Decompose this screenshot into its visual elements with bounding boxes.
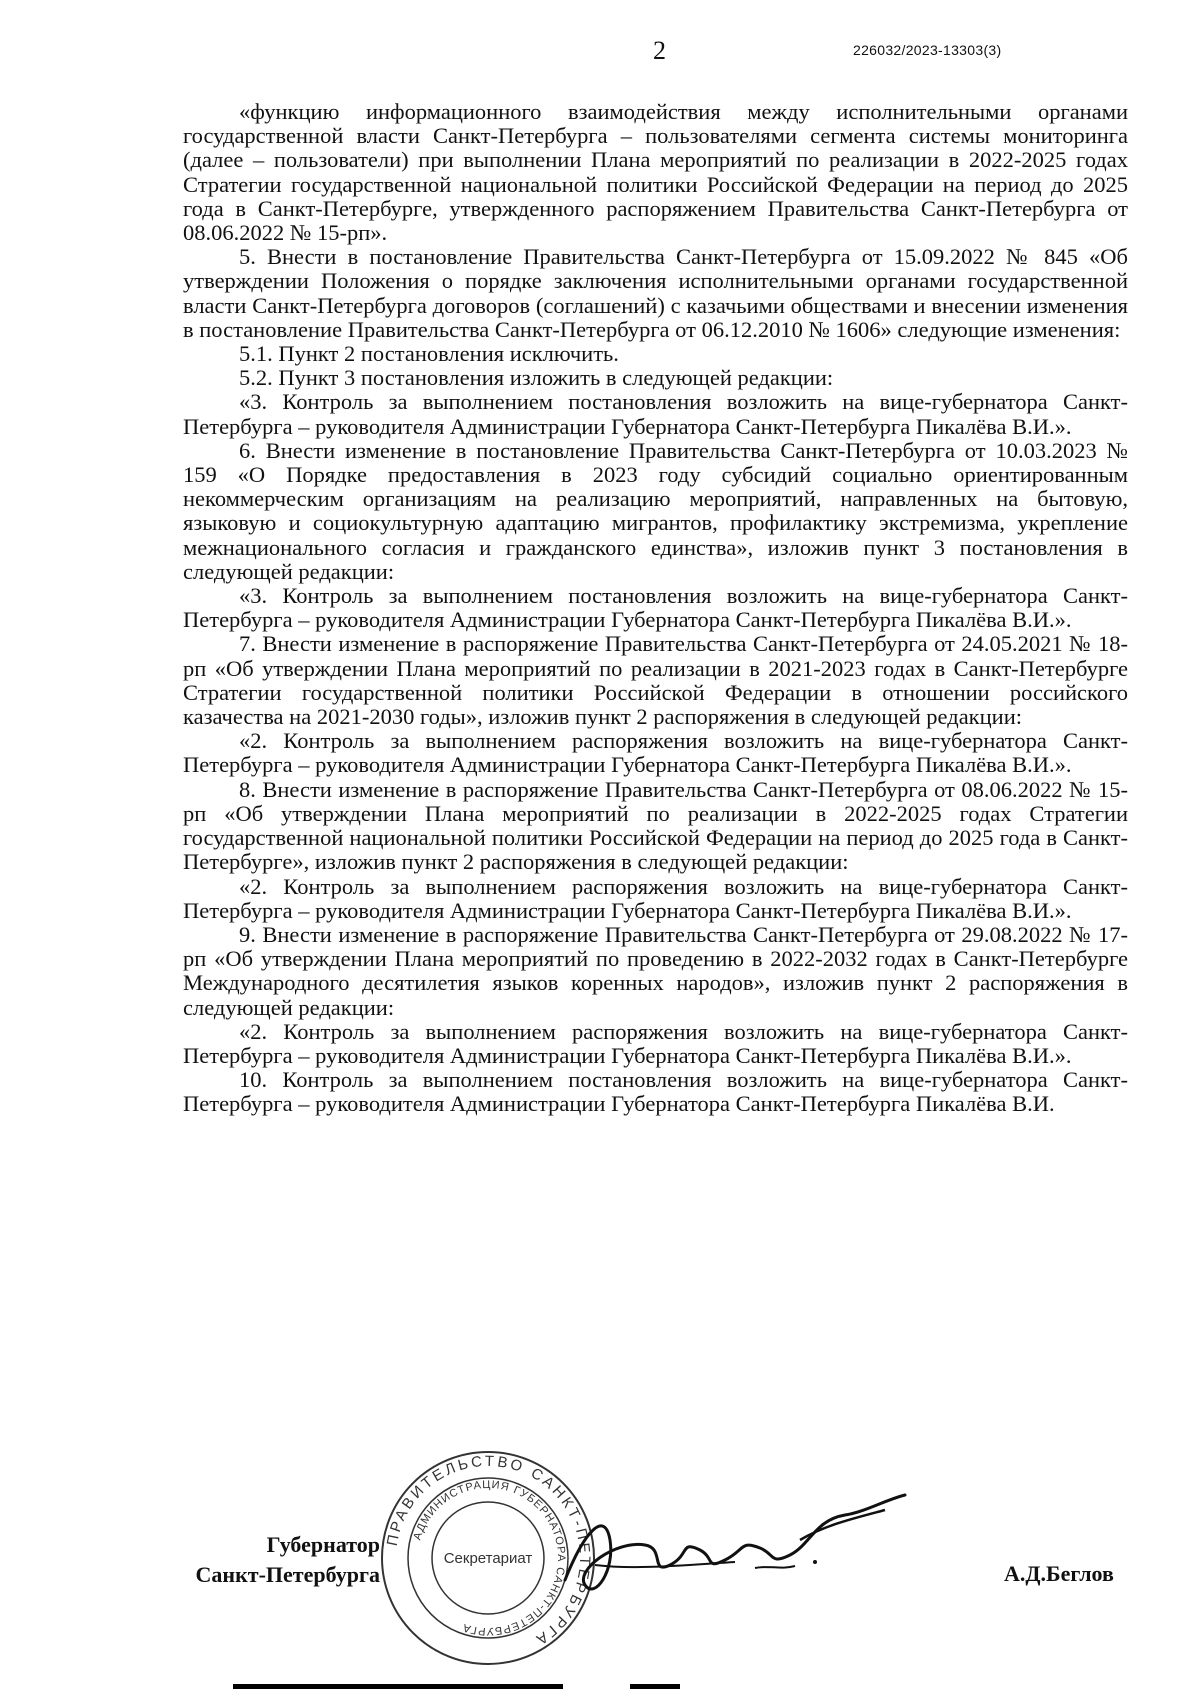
page-number: 2 <box>653 36 666 65</box>
signatory-name: А.Д.Беглов <box>1004 1561 1114 1586</box>
paragraph-5-2: 5.2. Пункт 3 постановления изложить в следующей редакции: <box>239 365 834 391</box>
paragraph-7: 7. Внести изменение в распоряжение Правительства Санкт-Петербурга от 24.05.2021 № 18-рп «Об утверждении Плана мероприятий по реализации в 2021-2023 годах в Санкт-Петербурге Стратегии государственной политики Российской Федерации в отношении российского казачества на 2021-2030 годы», изложив пункт 2 распоряжения в следующей редакции: <box>183 631 1128 730</box>
signatory-title <box>170 1530 380 1590</box>
paragraph-10: 10. Контроль за выполнением постановления возложить на вице-губернатора Санкт-Петербурга – руководителя Администрации Губернатора Санкт-Петербурга Пикалёва В.И. <box>183 1067 1128 1117</box>
scan-artifact-line <box>233 1684 563 1689</box>
stamp-outer-text: ПРАВИТЕЛЬСТВО САНКТ-ПЕТЕРБУРГА <box>383 1452 594 1650</box>
paragraph-9-quote: «2. Контроль за выполнением распоряжения возложить на вице-губернатора Санкт-Петербурга – руководителя Администрации Губернатора Санкт-Петербурга Пикалёва В.И.». <box>183 1018 1128 1068</box>
signatory-title-line1: Губернатор <box>266 1532 380 1557</box>
scan-artifact-line <box>630 1684 680 1689</box>
signatory-title-line2: Санкт-Петербурга <box>195 1562 380 1587</box>
handwritten-signature <box>555 1470 925 1620</box>
stamp-center-text: Секретариат <box>443 1550 533 1567</box>
paragraph-5-1: 5.1. Пункт 2 постановления исключить. <box>239 341 619 367</box>
document-body <box>183 100 1128 1117</box>
paragraph-6-quote: «3. Контроль за выполнением постановления возложить на вице-губернатора Санкт-Петербурга – руководителя Администрации Губернатора Санкт-Петербурга Пикалёва В.И.». <box>183 583 1128 633</box>
paragraph-8: 8. Внести изменение в распоряжение Правительства Санкт-Петербурга от 08.06.2022 № 15-рп «Об утверждении Плана мероприятий по реализации в 2022-2025 годах Стратегии государственной национальной политики Российской Федерации на период до 2025 года в Санкт-Петербурге», изложив пункт 2 распоряжения в следующей редакции: <box>183 776 1128 875</box>
document-code: 226032/2023-13303(3) <box>853 42 1002 58</box>
paragraph-8-quote: «2. Контроль за выполнением распоряжения возложить на вице-губернатора Санкт-Петербурга – руководителя Администрации Губернатора Санкт-Петербурга Пикалёва В.И.». <box>183 873 1128 923</box>
paragraph-9: 9. Внести изменение в распоряжение Правительства Санкт-Петербурга от 29.08.2022 № 17-рп «Об утверждении Плана мероприятий по проведению в 2022-2032 годах в Санкт-Петербурге Международного десятилетия языков коренных народов», изложив пункт 2 распоряжения в следующей редакции: <box>183 921 1128 1020</box>
stamp-inner-text: АДМИНИСТРАЦИЯ ГУБЕРНАТОРА САНКТ-ПЕТЕРБУРГА <box>411 1478 568 1638</box>
paragraph-7-quote: «2. Контроль за выполнением распоряжения возложить на вице-губернатора Санкт-Петербурга – руководителя Администрации Губернатора Санкт-Петербурга Пикалёва В.И.». <box>183 728 1128 778</box>
paragraph-6: 6. Внести изменение в постановление Правительства Санкт-Петербурга от 10.03.2023 № 159 «О Порядке предоставления в 2023 году субсидий социально ориентированным некоммерческим организациям на реализацию мероприятий, направленных на бытовую, языковую и социокультурную адаптацию мигрантов, профилактику экстремизма, укрепление межнационального согласия и гражданского единства», изложив пункт 3 постановления в следующей редакции: <box>183 437 1128 584</box>
paragraph-5-2-quote: «3. Контроль за выполнением постановления возложить на вице-губернатора Санкт-Петербурга – руководителя Администрации Губернатора Санкт-Петербурга Пикалёва В.И.». <box>183 389 1128 439</box>
paragraph-5: 5. Внести в постановление Правительства Санкт-Петербурга от 15.09.2022 № 845 «Об утверждении Положения о порядке заключения исполнительными органами государственной власти Санкт-Петербурга договоров (соглашений) с казачьими обществами и внесении изменения в постановление Правительства Санкт-Петербурга от 06.12.2010 № 1606» следующие изменения: <box>183 244 1128 342</box>
paragraph-continuation: «функцию информационного взаимодействия между исполнительными органами государственной власти Санкт-Петербурга – пользователями сегмента системы мониторинга (далее – пользователи) при выполнении Плана мероприятий по реализации в 2022-2025 годах Стратегии государственной национальной политики Российской Федерации на период до 2025 года в Санкт-Петербурге, утвержденного распоряжением Правительства Санкт-Петербурга от 08.06.2022 № 15-рп». <box>183 99 1128 246</box>
